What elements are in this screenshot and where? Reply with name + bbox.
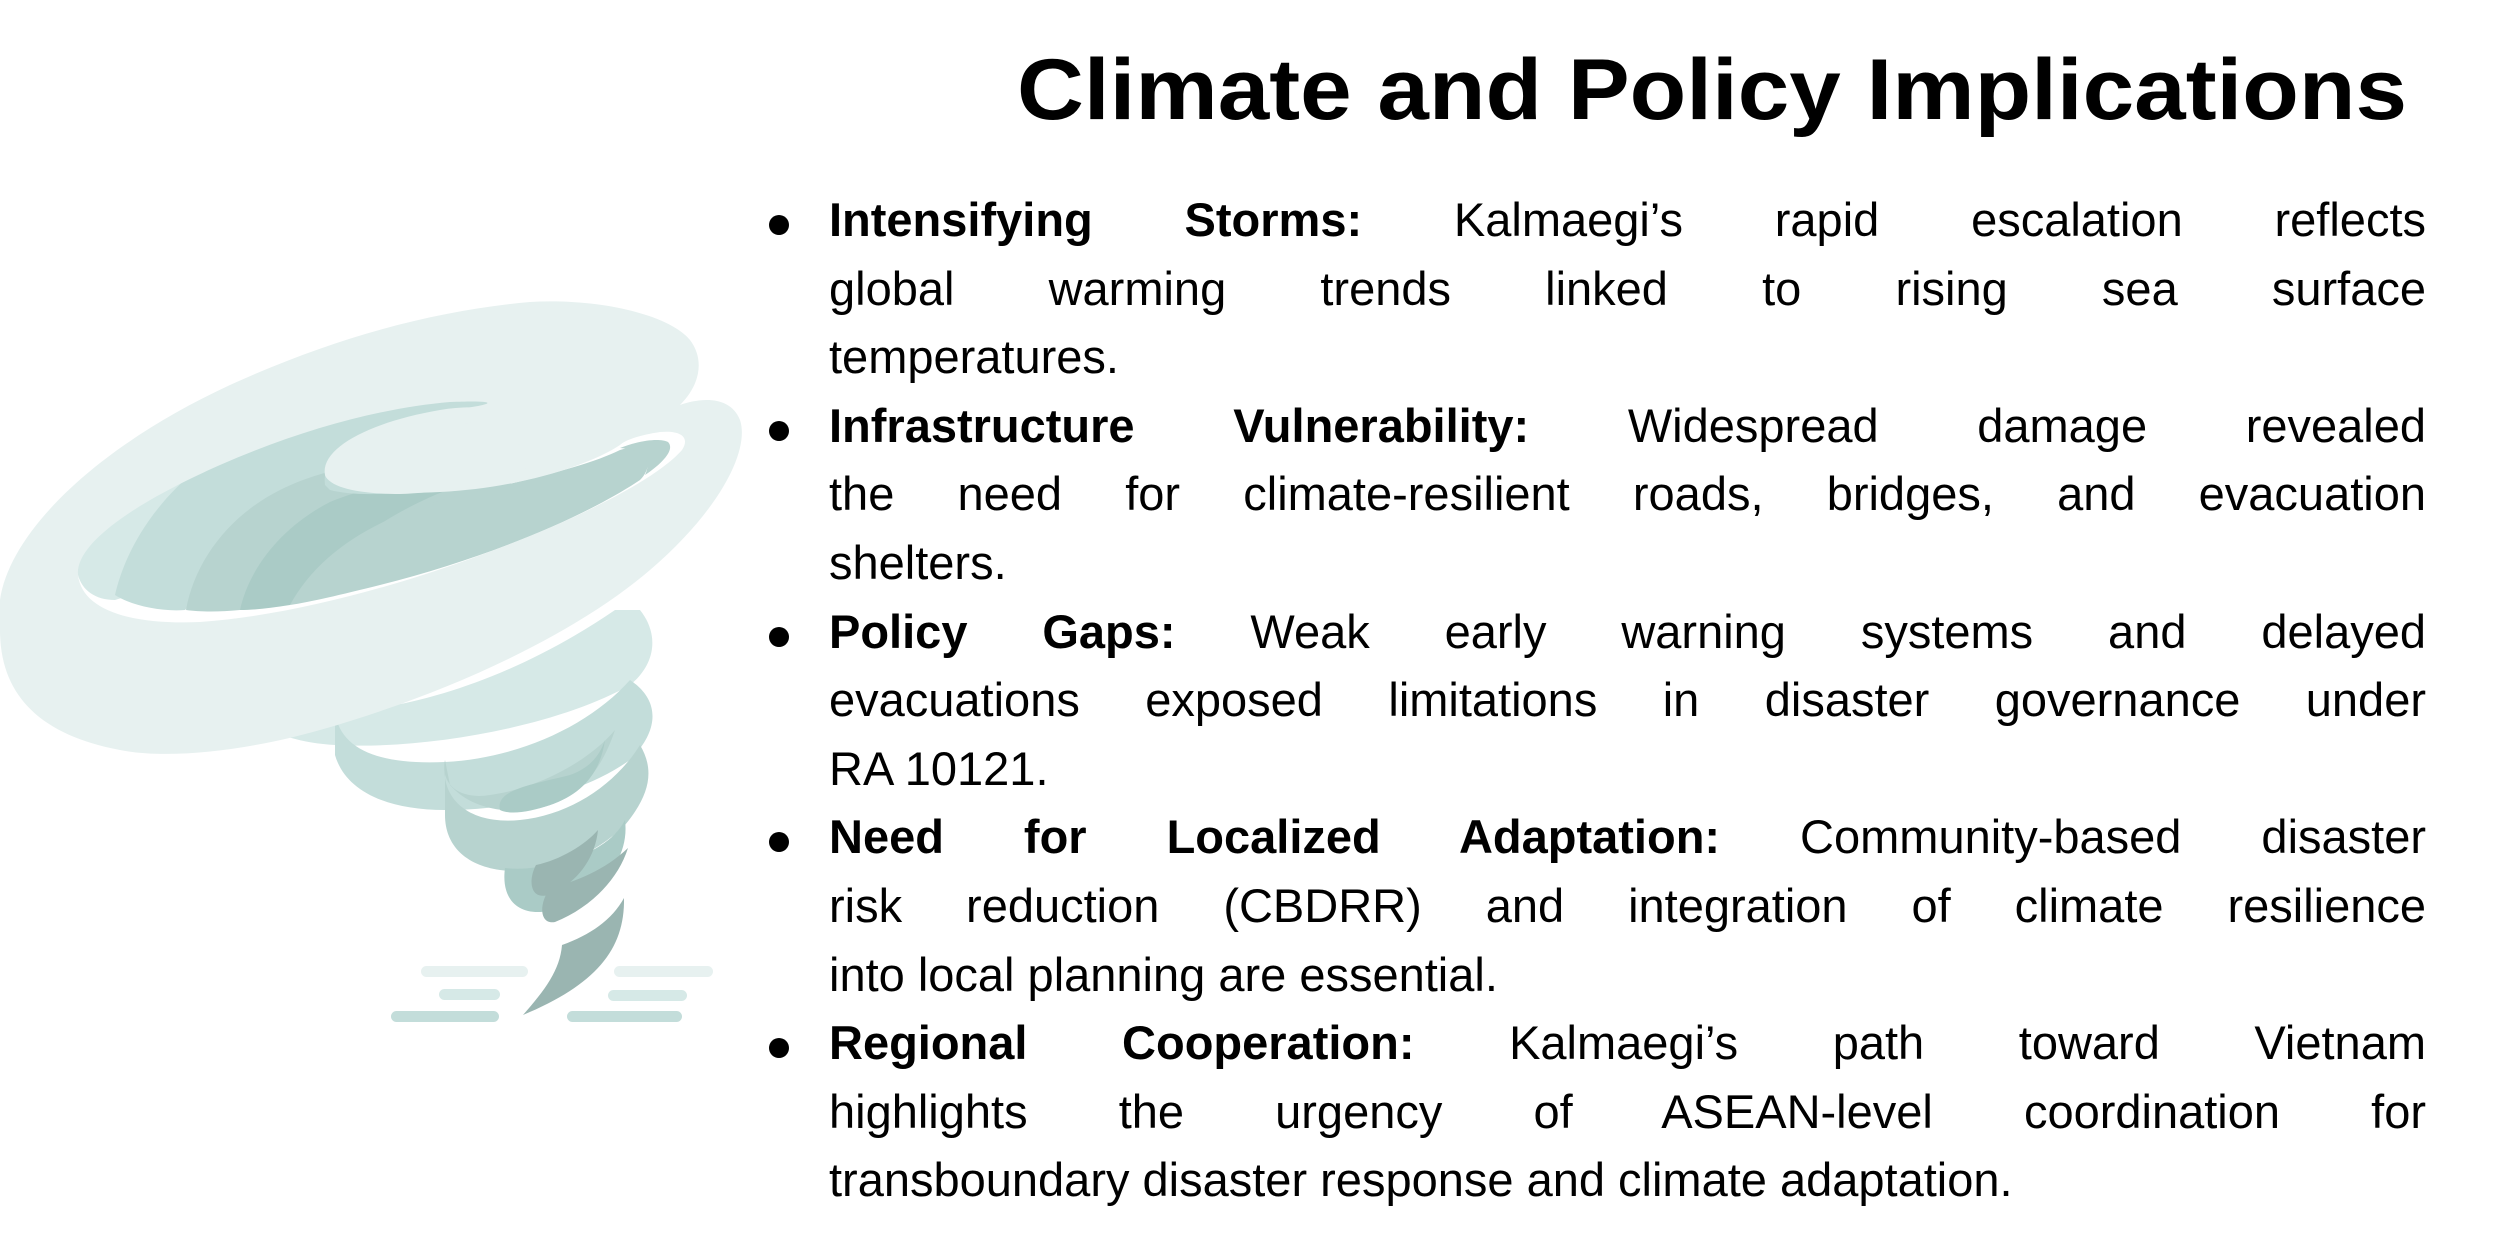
bullet-line: into local planning are essential. xyxy=(829,947,1498,1001)
bullet-line: RA 10121. xyxy=(829,741,1049,795)
bullet-line: highlights the urgency of ASEAN-level coordination for xyxy=(829,1084,2426,1138)
bullet-term: Intensifying Storms: xyxy=(829,193,1363,246)
bullet-text: Widespread damage revealed xyxy=(1529,398,2426,452)
bullet-term: Policy Gaps: xyxy=(829,604,1176,658)
bullet-regional-cooperation xyxy=(829,1009,2426,1215)
page-title-text: Climate and Policy Implications xyxy=(1017,42,2407,138)
bullet-line xyxy=(829,1009,2426,1078)
bullet-line: evacuations exposed limitations in disaster governance under xyxy=(829,673,2426,727)
bullet-term: Regional Cooperation: xyxy=(829,1016,1415,1070)
tornado-icon xyxy=(0,280,750,1030)
page-title xyxy=(1010,40,2420,140)
bullet-list xyxy=(829,186,2426,1215)
bullet-line: shelters. xyxy=(829,535,1007,589)
bullet-line xyxy=(829,392,2426,461)
bullet-dot-icon xyxy=(769,1038,789,1058)
tornado-illustration xyxy=(0,280,750,1030)
bullet-line xyxy=(829,186,2426,255)
bullet-dot-icon xyxy=(769,832,789,852)
bullet-line: temperatures. xyxy=(829,330,1119,384)
bullet-policy-gaps xyxy=(829,598,2426,804)
bullet-text: Kalmaegi’s path toward Vietnam xyxy=(1414,1016,2426,1070)
bullet-text: Community-based disaster xyxy=(1720,810,2426,864)
bullet-line: global warming trends linked to rising sea surface xyxy=(829,261,2426,315)
bullet-text: Weak early warning systems and delayed xyxy=(1175,604,2426,658)
bullet-infrastructure-vulnerability xyxy=(829,392,2426,598)
bullet-localized-adaptation xyxy=(829,803,2426,1009)
bullet-intensifying-storms xyxy=(829,186,2426,392)
bullet-dot-icon xyxy=(769,215,789,235)
bullet-term: Need for Localized Adaptation: xyxy=(829,810,1721,864)
bullet-text: Kalmaegi’s rapid escalation reflects xyxy=(1362,193,2426,246)
bullet-line: risk reduction (CBDRR) and integration of climate resilience xyxy=(829,878,2426,932)
bullet-term: Infrastructure Vulnerability: xyxy=(829,398,1530,452)
bullet-line xyxy=(829,598,2426,667)
bullet-line xyxy=(829,803,2426,872)
bullet-line: the need for climate-resilient roads, bridges, and evacuation xyxy=(829,467,2426,521)
bullet-line: transboundary disaster response and climate adaptation. xyxy=(829,1153,2013,1207)
bullet-dot-icon xyxy=(769,627,789,647)
bullet-dot-icon xyxy=(769,421,789,441)
